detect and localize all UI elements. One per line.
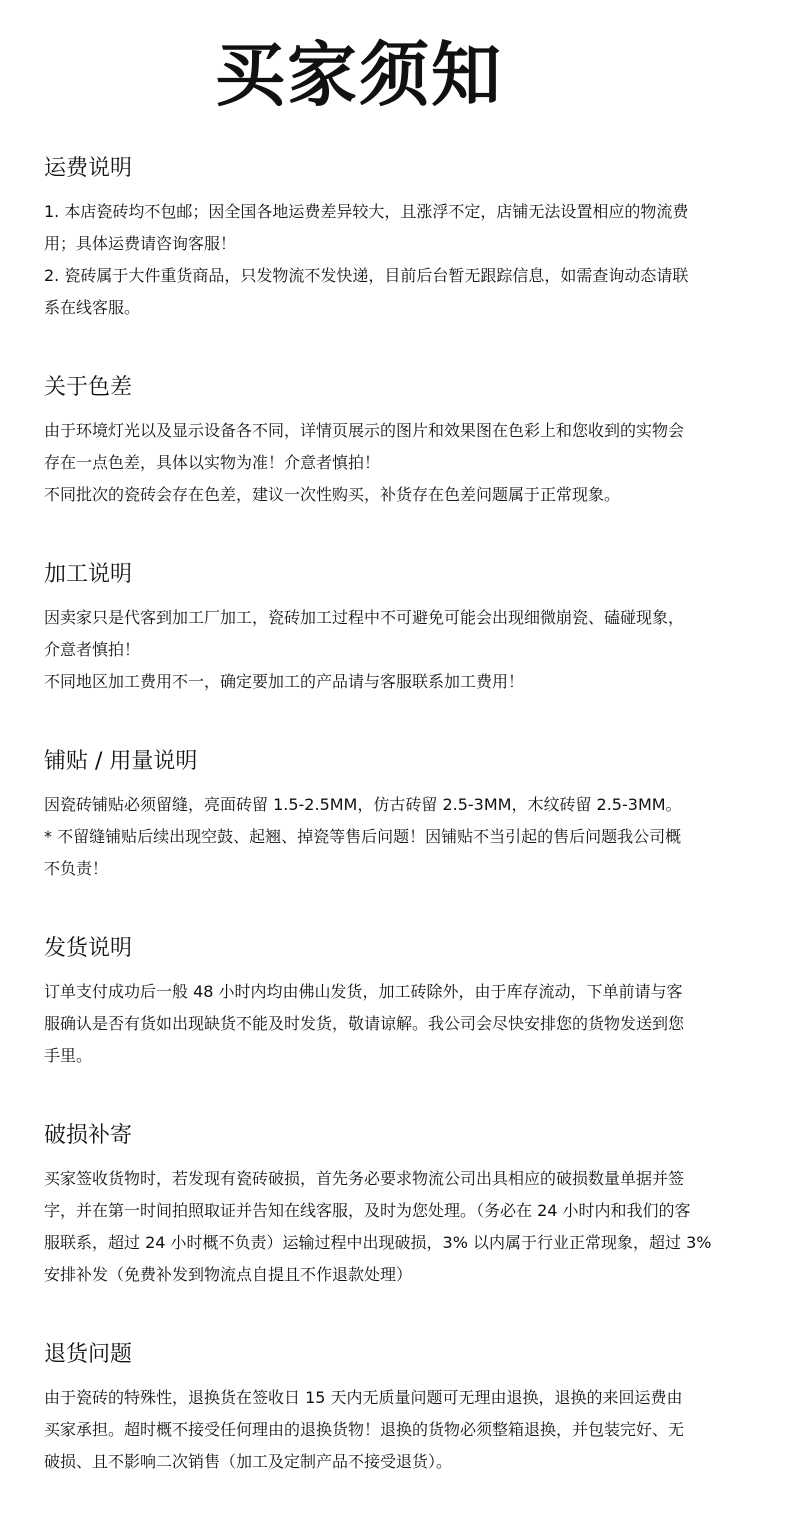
section-text-line: 服确认是否有货如出现缺货不能及时发货，敬请谅解。我公司会尽快安排您的货物发送到您 [44,1014,685,1033]
section-returns [44,1337,782,1478]
section-heading: 加工说明 [44,562,133,587]
section-text-line: 服联系，超过 24 小时概不负责）运输过程中出现破损，3% 以内属于行业正常现象，超过 3% [44,1233,712,1252]
section-shipping-fee [44,151,782,324]
section-text-line: 1. 本店瓷砖均不包邮；因全国各地运费差异较大，且涨浮不定，店铺无法设置相应的物流费 [44,202,689,221]
section-color-difference [44,370,782,511]
section-text-line: 由于环境灯光以及显示设备各不同，详情页展示的图片和效果图在色彩上和您收到的实物会 [44,421,685,440]
section-text-line: 破损、且不影响二次销售（加工及定制产品不接受退货）。 [44,1452,453,1471]
section-heading: 运费说明 [44,156,133,181]
section-text-line: 系在线客服。 [44,298,141,317]
section-text-line: 买家签收货物时，若发现有瓷砖破损，首先务必要求物流公司出具相应的破损数量单据并签 [44,1169,685,1188]
section-text-line: 不同地区加工费用不一，确定要加工的产品请与客服联系加工费用！ [44,672,525,691]
notice-sections [44,151,782,1524]
section-heading: 关于色差 [44,375,133,400]
section-installation-usage [44,744,782,885]
section-heading: 退货问题 [44,1342,133,1367]
section-text-line: 因卖家只是代客到加工厂加工，瓷砖加工过程中不可避免可能会出现细微崩瓷、磕碰现象， [44,608,685,627]
section-text-line: 2. 瓷砖属于大件重货商品，只发物流不发快递，目前后台暂无跟踪信息，如需查询动态请联 [44,266,689,285]
section-text-line: 不负责！ [44,859,109,878]
section-heading: 破损补寄 [44,1123,133,1148]
section-text-line: 不同批次的瓷砖会存在色差，建议一次性购买，补货存在色差问题属于正常现象。 [44,485,621,504]
page-title: 买家须知 [215,34,503,116]
section-text-line: 手里。 [44,1046,93,1065]
section-text-line: 用；具体运费请咨询客服！ [44,234,237,253]
section-text-line: 介意者慎拍！ [44,640,141,659]
section-text-line: 因瓷砖铺贴必须留缝，亮面砖留 1.5-2.5MM，仿古砖留 2.5-3MM，木纹砖留 2.5-3MM。 [44,795,682,814]
section-damage-resend [44,1118,782,1291]
section-processing [44,557,782,698]
section-heading: 发货说明 [44,936,133,961]
section-text-line: 存在一点色差，具体以实物为准！介意者慎拍！ [44,453,381,472]
section-heading: 铺贴 / 用量说明 [44,749,198,774]
section-text-line: * 不留缝铺贴后续出现空鼓、起翘、掉瓷等售后问题！因铺贴不当引起的售后问题我公司概 [44,827,682,846]
section-text-line: 买家承担。超时概不接受任何理由的退换货物！退换的货物必须整箱退换，并包装完好、无 [44,1420,685,1439]
section-text-line: 由于瓷砖的特殊性，退换货在签收日 15 天内无质量问题可无理由退换，退换的来回运费由 [44,1388,683,1407]
section-delivery [44,931,782,1072]
section-text-line: 字，并在第一时间拍照取证并告知在线客服，及时为您处理。（务必在 24 小时内和我们的客 [44,1201,691,1220]
section-text-line: 订单支付成功后一般 48 小时内均由佛山发货，加工砖除外，由于库存流动，下单前请与客 [44,982,683,1001]
section-text-line: 安排补发（免费补发到物流点自提且不作退款处理） [44,1265,413,1284]
